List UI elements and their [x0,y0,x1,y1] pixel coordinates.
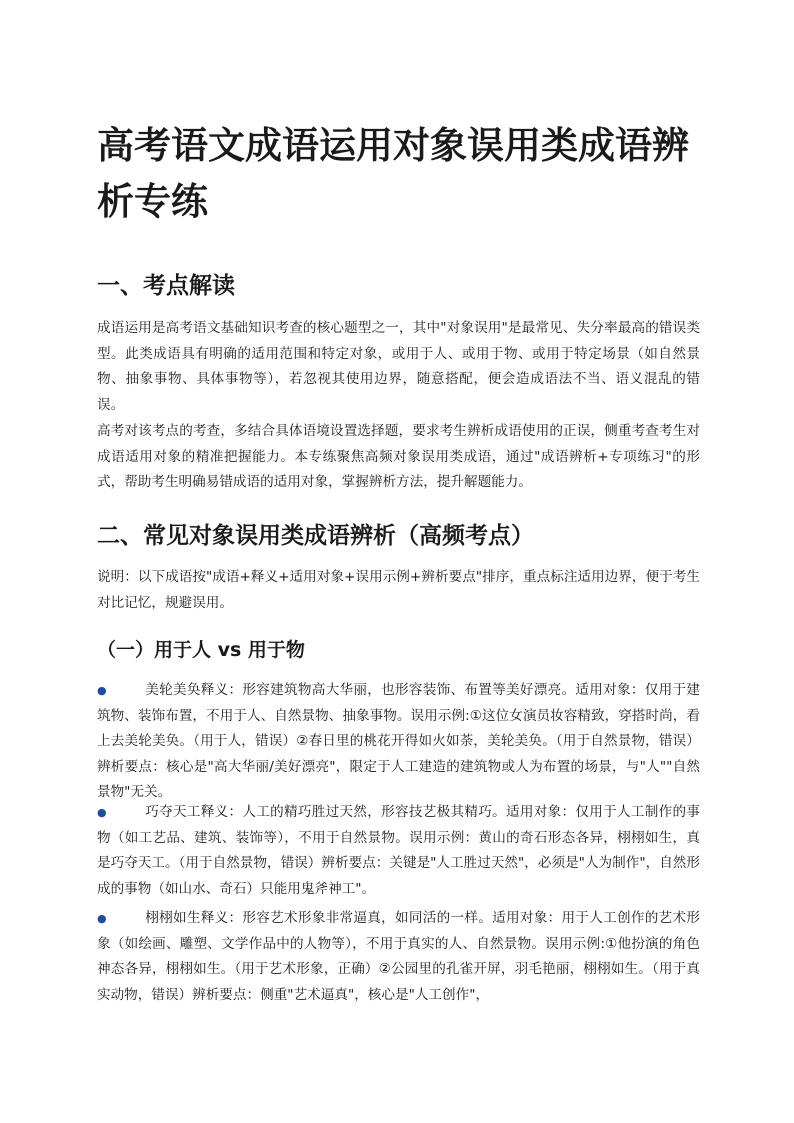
subsection-heading-1: （一）用于人 vs 用于物 [97,639,305,661]
document-title: 高考语文成语运用对象误用类成语辨析专练 [97,124,689,223]
section-heading-2: 二、常见对象误用类成语辨析（高频考点） [97,523,534,549]
section-heading-1: 一、考点解读 [97,273,235,299]
section2-note: 说明：以下成语按"成语+释义+适用对象+误用示例+辨析要点"排序，重点标注适用边界，便于考生对比记忆，规避误用。 [97,569,700,611]
list-item-text: 巧夺天工释义：人工的精巧胜过天然，形容技艺极其精巧。适用对象：仅用于人工制作的事物（如工艺品、建筑、装饰等），不用于自然景物。误用示例：黄山的奇石形态各异，栩栩如生，真是巧夺天工。（用于自然景物，错误）辨析要点：关键是"人工胜过天然"，必须是"人为制作"，自然形成的事物（如山水、奇石）只能用鬼斧神工"。 [97,804,700,897]
list-item [97,678,700,806]
bullet-icon: ● [97,684,107,697]
bullet-icon: ● [97,912,107,925]
list-item [97,906,700,1008]
list-item-text: 栩栩如生释义：形容艺术形象非常逼真，如同活的一样。适用对象：用于人工创作的艺术形象（如绘画、雕塑、文学作品中的人物等），不用于真实的人、自然景物。误用示例:①他扮演的角色神态各异，栩栩如生。（用于艺术形象，正确）②公园里的孔雀开屏，羽毛艳丽，栩栩如生。（用于真实动物，错误）辨析要点：侧重"艺术逼真"，核心是"人工创作"， [97,910,700,1003]
list-item [97,800,700,902]
bullet-icon: ● [97,806,107,819]
list-item-text: 美轮美奂释义：形容建筑物高大华丽，也形容装饰、布置等美好漂亮。适用对象：仅用于建筑物、装饰布置，不用于人、自然景物、抽象事物。误用示例:①这位女演员妆容精致，穿搭时尚，看上去美轮美奂。（用于人，错误）②春日里的桃花开得如火如荼，美轮美奂。（用于自然景物，错误）辨析要点：核心是"高大华丽/美好漂亮"，限定于人工建造的建筑物或人为布置的场景，与"人""自然景物"无关。 [97,682,700,801]
section1-paragraph-2: 高考对该考点的考查，多结合具体语境设置选择题，要求考生辨析成语使用的正误，侧重考查考生对成语适用对象的精准把握能力。本专练聚焦高频对象误用类成语，通过"成语辨析+专项练习"的形式，帮助考生明确易错成语的适用对象，掌握辨析方法，提升解题能力。 [97,423,700,491]
section1-paragraph-1: 成语运用是高考语文基础知识考查的核心题型之一，其中"对象误用"是最常见、失分率最高的错误类型。此类成语具有明确的适用范围和特定对象，或用于人、或用于物、或用于特定场景（如自然景物、抽象事物、具体事物等），若忽视其使用边界，随意搭配，便会造成语法不当、语义混乱的错误。 [97,320,700,413]
